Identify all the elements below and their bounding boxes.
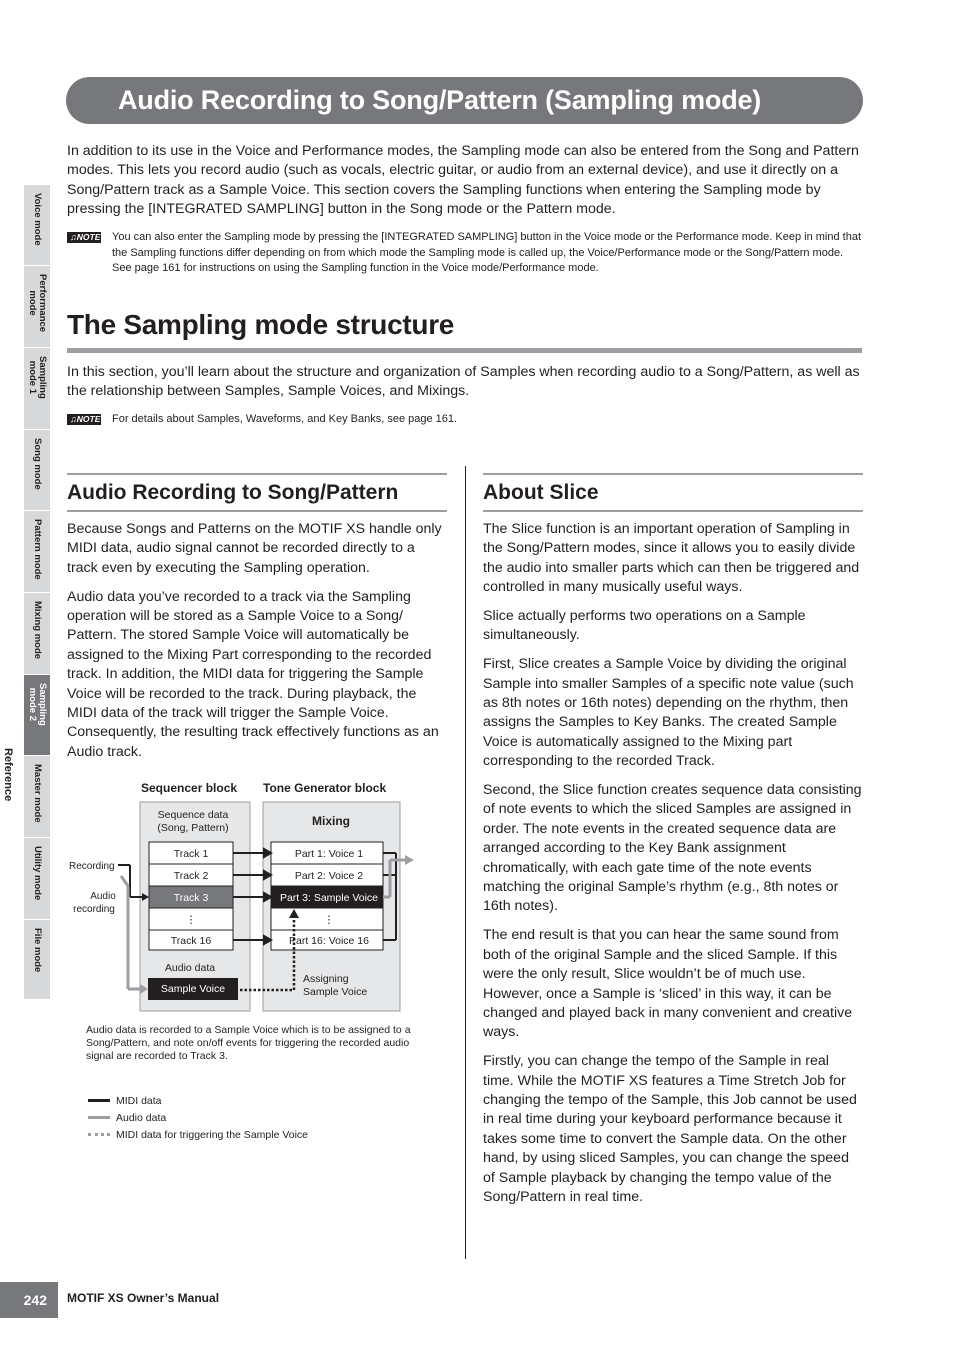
note-2 (67, 412, 862, 428)
legend-midi-swatch (88, 1099, 110, 1102)
tab-file-mode[interactable]: File mode (24, 920, 50, 1000)
note-icon: ♫ NOTE (67, 232, 101, 243)
part-3: Part 3: Sample Voice (279, 892, 379, 904)
audio-data-label: Audio data (164, 962, 216, 974)
part-ellipsis: ⋮ (323, 914, 335, 926)
part-16: Part 16: Voice 16 (289, 935, 369, 947)
assigning-sublabel: Sample Voice (303, 986, 368, 998)
tab-voice-mode[interactable]: Voice mode (24, 185, 50, 266)
left-body (67, 520, 447, 772)
left-heading: Audio Recording to Song/Pattern (67, 473, 447, 512)
tab-performance-mode[interactable]: Performance mode (24, 266, 50, 348)
legend-midi-label: MIDI data (116, 1094, 162, 1107)
diagram-caption: Audio data is recorded to a Sample Voice which is to be assigned to a Song/Pattern, and note on/off events for triggering the recorded audio signal are recorded to Track 3. (86, 1024, 411, 1063)
tab-mixing-mode[interactable]: Mixing mode (24, 593, 50, 675)
column-divider (465, 466, 466, 1259)
legend-audio-label: Audio data (116, 1111, 167, 1124)
part-1: Part 1: Voice 1 (294, 848, 364, 860)
footer-title: MOTIF XS Owner’s Manual (67, 1291, 220, 1305)
side-reference (0, 185, 24, 1000)
right-heading: About Slice (483, 473, 863, 512)
legend-trigger-label: MIDI data for triggering the Sample Voice (116, 1128, 309, 1141)
side-reference-label: Reference (2, 748, 14, 802)
recording-label: Recording (69, 861, 115, 872)
intro-paragraph: In addition to its use in the Voice and Performance modes, the Sampling mode can also be entered from the Song and Pattern modes. This lets you record audio (such as vocals, electric guitar, or audio from an external device), and use it directly on a Song/Pattern track as a Sample Voice. This section covers the Sampling functions when entering the Sampling mode by pressing the [INTEGRATED SAMPLING] button in the Song mode or the Pattern mode. (67, 143, 859, 218)
right-paragraph: The end result is that you can hear the same sound from both of the original Sample and the sliced Sample. If this were the only result, Slice wouldn’t be of much use. However, once a Sample is ‘sliced’ in this way, it can be changed and played back in many convenient and creative ways. (483, 927, 853, 1041)
track-ellipsis: ⋮ (185, 914, 197, 926)
left-paragraph: Because Songs and Patterns on the MOTIF XS handle only MIDI data, audio signal cannot be recorded directly to a track even by executing the Sampling operation. (67, 521, 442, 576)
track-16: Track 16 (170, 935, 212, 947)
legend-audio (88, 1109, 308, 1126)
note-2-text: For details about Samples, Waveforms, and Key Banks, see page 161. (112, 413, 458, 425)
legend-trigger (88, 1126, 308, 1143)
sequence-data-sublabel: (Song, Pattern) (157, 822, 229, 834)
page-title: Audio Recording to Song/Pattern (Sampling mode) (66, 77, 863, 124)
note-icon: ♫ NOTE (67, 414, 101, 425)
track-2: Track 2 (173, 870, 209, 882)
note-1-text: You can also enter the Sampling mode by pressing the [INTEGRATED SAMPLING] button in the Voice mode or the Performance mode. Keep in mind that the Sampling functions differ depending on from which mode the Sampling mode is called up, the Voice/Performance mode or the Song/Pattern mode. See page 161 for instructions on using the Sampling function in the Voice mode/Performance mode. (112, 231, 862, 274)
tab-utility-mode[interactable]: Utility mode (24, 838, 50, 920)
note-1 (67, 230, 862, 277)
right-paragraph: Slice actually performs two operations on a Sample simultaneously. (483, 608, 806, 644)
tab-master-mode[interactable]: Master mode (24, 756, 50, 838)
sampling-structure-diagram (66, 776, 426, 1021)
right-paragraph: Firstly, you can change the tempo of the Sample in real time. While the MOTIF XS features a Time Stretch Job for changing the tempo of the Sample, this Job cannot be used in real time during your keyboard performance because it takes some time to convert the Sample data. On the other hand, by using sliced Samples, you can change the speed of Sample playback by changing the tempo value of the Song/Pattern in real time. (483, 1053, 857, 1205)
right-paragraph: Second, the Slice function creates sequence data consisting of note events to which the sliced Samples are assigned in order. The note events in the created sequence data are arranged according to the Key Bank assignment chromatically, with each gate time of the note events matching the original Sample’s rhythm (e.g., 8th notes or 16th notes). (483, 782, 862, 915)
section-intro: In this section, you’ll learn about the structure and organization of Samples when recording audio to a Song/Pattern, as well as the relationship between Samples, Sample Voices, and Mixings. (67, 364, 860, 400)
mixing-label: Mixing (312, 814, 350, 828)
legend-audio-swatch (88, 1116, 110, 1119)
right-body (483, 520, 863, 1217)
tab-sampling-mode-2[interactable]: Sampling mode 2 (24, 675, 50, 756)
assigning-label: Assigning (303, 973, 349, 985)
part-2: Part 2: Voice 2 (294, 870, 364, 882)
left-paragraph: Audio data you’ve recorded to a track via the Sampling operation will be stored as a Sample Voice to a Song/ Pattern. The stored Sample Voice will automatically be assigned to the Mixing Part corresponding to the recorded track. In addition, the MIDI data for triggering the Sample Voice will be recorded to the track. During playback, the MIDI data of the track will trigger the Sample Voice. Consequently, the resulting track effectively functions as an Audio track. (67, 588, 439, 760)
track-1: Track 1 (173, 848, 209, 860)
tab-sampling-mode-1[interactable]: Sampling mode 1 (24, 348, 50, 430)
section-title: The Sampling mode structure (67, 309, 862, 353)
legend-midi (88, 1092, 308, 1109)
tab-song-mode[interactable]: Song mode (24, 430, 50, 511)
sequence-data-label: Sequence data (157, 809, 229, 821)
audio-recording-sublabel: recording (73, 904, 115, 915)
track-3: Track 3 (173, 892, 209, 904)
diagram-svg (66, 776, 426, 1016)
sample-voice: Sample Voice (160, 983, 226, 995)
tab-pattern-mode[interactable]: Pattern mode (24, 511, 50, 593)
sequencer-block-label: Sequencer block (141, 781, 238, 795)
right-paragraph: First, Slice creates a Sample Voice by dividing the original Sample into smaller Samples of a specific note value (such as 8th notes or 16th notes) depending on the rhythm, then assigns the Samples to Key Banks. The created Sample Voice is automatically assigned to the Mixing part corresponding to the recorded Track. (483, 656, 854, 770)
diagram-legend (88, 1092, 308, 1143)
legend-trigger-swatch (88, 1133, 110, 1136)
right-paragraph: The Slice function is an important operation of Sampling in the Song/Pattern modes, since it allows you to easily divide the audio into smaller parts which can then be triggered and controlled in many musically useful ways. (483, 521, 860, 596)
page-number: 242 (0, 1282, 58, 1318)
audio-recording-label: Audio (90, 891, 116, 902)
tone-generator-block-label: Tone Generator block (263, 781, 387, 795)
